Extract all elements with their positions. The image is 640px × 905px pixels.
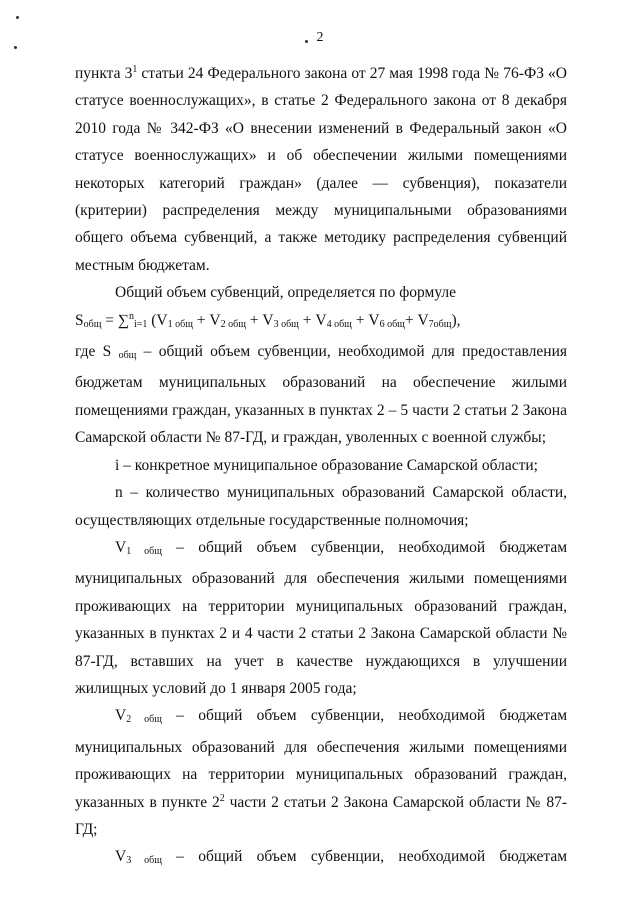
paragraph-intro	[75, 60, 567, 279]
text-span: V	[115, 538, 127, 556]
formula-subscript: 4 общ	[326, 318, 352, 330]
text-span: пункта 3	[75, 65, 133, 82]
formula-subscript: общ	[83, 318, 102, 330]
text-span: V	[115, 707, 127, 725]
formula-symbol: + V	[245, 311, 274, 329]
text-span: где S	[75, 343, 119, 361]
formula	[75, 307, 567, 338]
formula-symbol: + V	[404, 311, 429, 329]
subscript: 1 общ	[126, 545, 162, 557]
formula-subscript: 2 общ	[220, 318, 246, 330]
text-span: – общий объем субвенции, необходимой для предоставления бюджетам муниципальных образований на обеспечение жилыми помещениями граждан, указанных в пунктах 2 – 5 части 2 статьи 2 Закона Самарской области № 87-ГД, и граждан, уволенных с военной службы;	[75, 343, 567, 447]
paragraph-v1-definition	[75, 534, 567, 702]
formula-symbol: S	[75, 311, 84, 329]
text-span: – общий объем субвенции, необходимой бюджетам муниципальных образований для обеспечения жилыми помещениями проживающих на территории муниципальных образований граждан, указанных в пунктах 2 и 4 части 2 статьи 2 Закона Самарской области № 87-ГД, вставших на учет в качестве нуждающихся в улучшении жилищных условий до 1 января 2005 года;	[75, 538, 568, 697]
formula-subscript: 6 общ	[379, 318, 405, 330]
text-span: части 2 статьи 2 Закона Самарской области № 87-ГД;	[75, 793, 567, 838]
document-body	[75, 60, 567, 875]
formula-symbol: (V	[147, 311, 168, 329]
formula-superscript: n	[128, 310, 134, 322]
scan-speck	[16, 16, 19, 19]
formula-symbol: + V	[298, 311, 327, 329]
superscript: 2	[219, 792, 225, 804]
formula-subscript: 1 общ	[167, 318, 193, 330]
subscript: общ	[118, 350, 137, 362]
paragraph-v2-definition	[75, 702, 567, 843]
text-span: статьи 24 Федерального закона от 27 мая 1998 года № 76-ФЗ «О статусе военнослужащих», в статье 2 Федерального закона от 8 декабря 2010 года № 342-ФЗ «О внесении изменений в Федеральный закон «О статусе военнослужащих» и об обеспечении жилыми помещениями некоторых категорий граждан» (далее — субвенция), показатели (критерии) распределения между муниципальными образованиями общего объема субвенций, а также методику распределения субвенций местным бюджетам.	[75, 65, 567, 274]
paragraph-n-definition: n – количество муниципальных образований Самарской области, осуществляющих отдельные государственные полномочия;	[75, 484, 567, 529]
page-number: 2	[316, 30, 324, 45]
paragraph-i-definition: i – конкретное муниципальное образование Самарской области;	[115, 456, 538, 474]
formula-symbol: ),	[451, 311, 461, 329]
paragraph-formula-intro: Общий объем субвенций, определяется по формуле	[115, 284, 456, 302]
formula-symbol: + V	[192, 311, 221, 329]
text-span: V	[115, 848, 127, 866]
text-span: – общий объем субвенции, необходимой бюджетам	[161, 848, 568, 866]
paragraph-v3-definition	[75, 843, 567, 874]
formula-subscript: 7общ	[428, 318, 452, 330]
formula-sum-sign: = ∑	[101, 311, 129, 329]
scan-speck	[14, 46, 17, 49]
subscript: 2 общ	[126, 714, 162, 726]
subscript: 3 общ	[126, 855, 162, 867]
formula-symbol: + V	[351, 311, 380, 329]
superscript: 1	[132, 63, 138, 75]
text-span: – общий объем субвенции, необходимой бюджетам муниципальных образований для обеспечения жилыми помещениями проживающих на территории муниципальных образований граждан, указанных в пункте 2	[75, 707, 568, 811]
paragraph-s-definition	[75, 338, 567, 452]
formula-subscript: i=1	[133, 318, 148, 330]
formula-subscript: 3 общ	[273, 318, 299, 330]
